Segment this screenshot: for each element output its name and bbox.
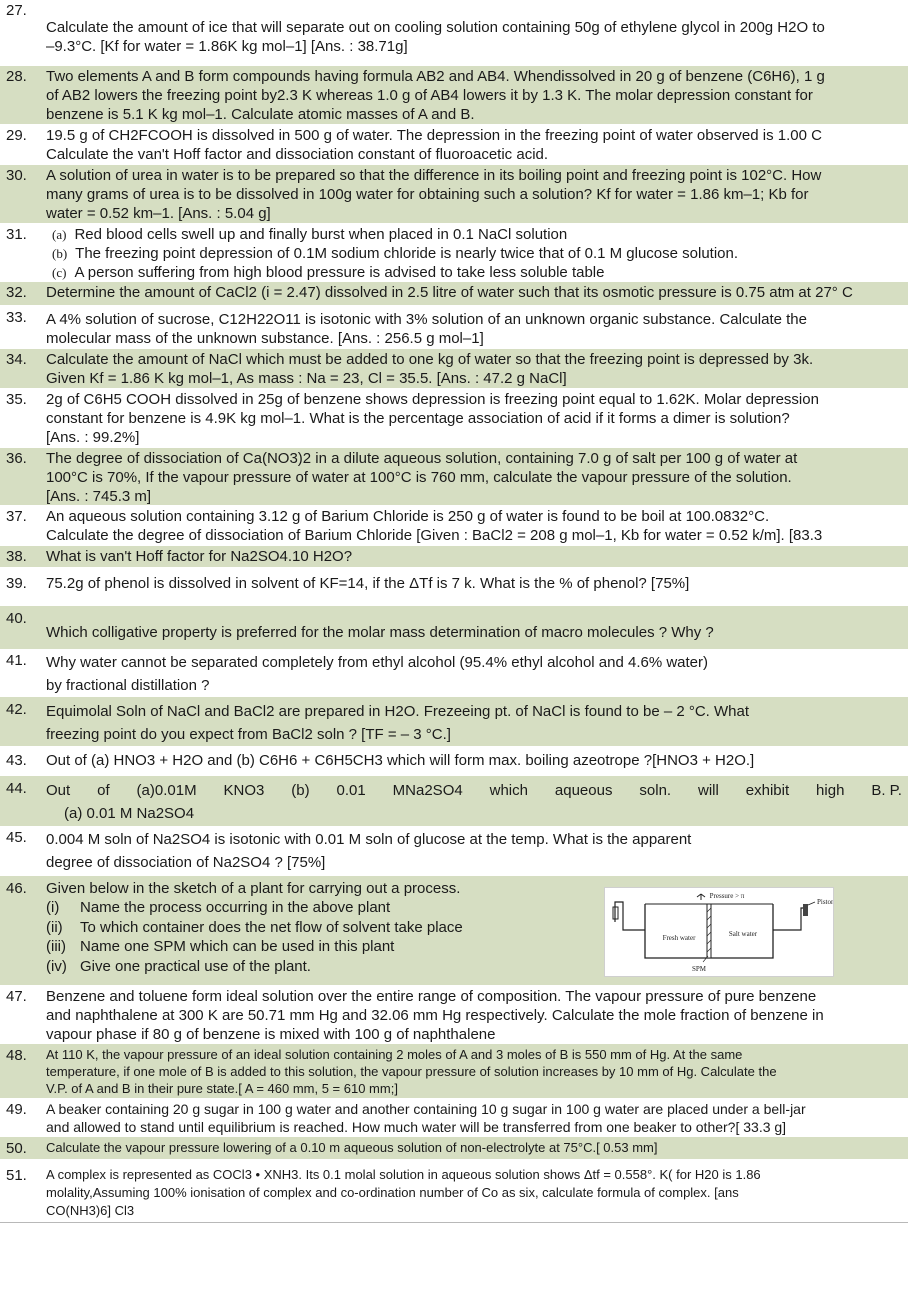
question-number: 43. bbox=[6, 752, 27, 769]
text-line: Two elements A and B form compounds having formula AB2 and AB4. Whendissolved in 20 g of benzene (C6H6), 1 g bbox=[46, 68, 825, 85]
fresh-water-label: Fresh water bbox=[662, 934, 696, 942]
spm-label: SPM bbox=[691, 965, 707, 973]
question-43 bbox=[0, 747, 908, 776]
question-number: 45. bbox=[6, 829, 27, 846]
text-line: What is van't Hoff factor for Na2SO4.10 H2O? bbox=[46, 548, 353, 565]
text-line: 75.2g of phenol is dissolved in solvent of KF=14, if the ΔTf is 7 k. What is the % of phenol? [75%] bbox=[46, 575, 690, 592]
question-number: 37. bbox=[6, 508, 27, 525]
text-line: Why water cannot be separated completely from ethyl alcohol (95.4% ethyl alcohol and 4.6% water) bbox=[46, 654, 709, 671]
text-line: Out of (a) HNO3 + H2O and (b) C6H6 + C6H5CH3 which will form max. boiling azeotrope ?[HNO3 + H2O.] bbox=[46, 752, 755, 769]
question-33 bbox=[0, 307, 908, 349]
question-32 bbox=[0, 282, 908, 306]
question-number: 49. bbox=[6, 1101, 27, 1118]
question-45 bbox=[0, 827, 908, 876]
text-line: 19.5 g of CH2FCOOH is dissolved in 500 g of water. The depression in the freezing point of water observed is 1.00 C bbox=[46, 127, 822, 144]
question-27 bbox=[0, 0, 908, 65]
text-line: molecular mass of the unknown substance. [Ans. : 256.5 g mol–1] bbox=[46, 330, 484, 347]
text-line: degree of dissociation of Na2SO4 ? [75%] bbox=[46, 854, 326, 871]
question-text bbox=[46, 283, 853, 302]
question-text bbox=[46, 350, 813, 388]
question-51 bbox=[0, 1160, 908, 1222]
sub-question: (iv) Give one practical use of the plant. bbox=[46, 957, 311, 975]
sub-question: (iii) Name one SPM which can be used in this plant bbox=[46, 938, 395, 956]
text-line: molality,Assuming 100% ionisation of complex and co-ordination number of Co as six, calculate formula of complex. [ans bbox=[46, 1185, 739, 1200]
question-number: 39. bbox=[6, 575, 27, 592]
question-number: 28. bbox=[6, 68, 27, 85]
question-text bbox=[46, 751, 754, 770]
spm-pointer bbox=[703, 956, 708, 962]
question-30 bbox=[0, 165, 908, 224]
text-line: freezing point do you expect from BaCl2 soln ? [TF = – 3 °C.] bbox=[46, 726, 451, 743]
text-line: of AB2 lowers the freezing point by2.3 K whereas 1.0 g of AB4 lowers it by 1.3 K. The molar depression constant for bbox=[46, 87, 813, 104]
text-line: Calculate the vapour pressure lowering of a 0.10 m aqueous solution of non-electrolyte at 75°C.[ 0.53 mm] bbox=[46, 1140, 658, 1155]
text-line: Given Kf = 1.86 K kg mol–1, As mass : Na = 23, Cl = 35.5. [Ans. : 47.2 g NaCl] bbox=[46, 370, 567, 387]
question-number: 33. bbox=[6, 309, 27, 326]
question-text bbox=[46, 651, 708, 697]
text-line: Benzene and toluene form ideal solution over the entire range of composition. The vapour pressure of pure benzene bbox=[46, 988, 817, 1005]
question-number: 42. bbox=[6, 701, 27, 718]
question-number: 48. bbox=[6, 1047, 27, 1064]
question-34 bbox=[0, 349, 908, 389]
question-text bbox=[46, 987, 824, 1044]
question-number: 35. bbox=[6, 391, 27, 408]
text-line: Calculate the degree of dissociation of Barium Chloride [Given : BaCl2 = 208 g mol–1, Kb for water = 0.52 k/m]. [83.3 bbox=[46, 527, 823, 544]
question-text bbox=[46, 126, 822, 164]
text-line: and allowed to stand until equilibrium is reached. How much water will be transferred from one beaker to other?[ 33.3 g] bbox=[46, 1119, 787, 1135]
question-text bbox=[46, 879, 463, 976]
diagram-line bbox=[701, 894, 705, 897]
question-31 bbox=[0, 224, 908, 282]
question-50 bbox=[0, 1137, 908, 1160]
question-text bbox=[46, 449, 797, 506]
question-text bbox=[46, 1166, 761, 1220]
question-39 bbox=[0, 568, 908, 606]
question-41 bbox=[0, 650, 908, 697]
question-text bbox=[46, 700, 749, 746]
question-text bbox=[46, 623, 714, 642]
pressure-label: Pressure > π bbox=[709, 892, 745, 900]
question-number: 36. bbox=[6, 450, 27, 467]
text-line: 0.004 M soln of Na2SO4 is isotonic with 0.01 M soln of glucose at the temp. What is the apparent bbox=[46, 831, 692, 848]
text-line: A solution of urea in water is to be prepared so that the difference in its boiling point and freezing point is 102°C. How bbox=[46, 167, 822, 184]
sub-question: (a) Red blood cells swell up and finally burst when placed in 0.1 NaCl solution bbox=[52, 226, 568, 243]
sub-question-list bbox=[52, 225, 738, 282]
text-line: 100°C is 70%, If the vapour pressure of water at 100°C is 760 mm, calculate the vapour pressure of the solution. bbox=[46, 469, 792, 486]
text-line: temperature, if one mole of B is added to this solution, the vapour pressure of solution increases by 10 mm of Hg. Calculate the bbox=[46, 1064, 777, 1079]
diagram-line bbox=[697, 894, 701, 897]
question-text bbox=[46, 1046, 777, 1097]
piston-label: Piston bbox=[817, 898, 833, 906]
justified-line: Out of (a)0.01M KNO3 (b) 0.01 MNa2SO4 which aqueous soln. will exhibit high B. P. bbox=[46, 782, 902, 799]
piston-shape bbox=[803, 904, 808, 916]
question-text bbox=[46, 67, 825, 124]
text-line: and naphthalene at 300 K are 50.71 mm Hg and 32.06 mm Hg respectively. Calculate the mole fraction of benzene in bbox=[46, 1007, 824, 1024]
question-number: 30. bbox=[6, 167, 27, 184]
question-47 bbox=[0, 986, 908, 1044]
text-line: benzene is 5.1 K kg mol–1. Calculate atomic masses of A and B. bbox=[46, 106, 475, 123]
text-line: water = 0.52 km–1. [Ans. : 5.04 g] bbox=[46, 205, 271, 222]
text-line: Which colligative property is preferred for the molar mass determination of macro molecules ? Why ? bbox=[46, 624, 714, 641]
text-line: by fractional distillation ? bbox=[46, 677, 210, 694]
question-number: 41. bbox=[6, 652, 27, 669]
question-text bbox=[46, 390, 819, 447]
question-number: 50. bbox=[6, 1140, 27, 1157]
question-49 bbox=[0, 1099, 908, 1137]
text-line: V.P. of A and B in their pure state.[ A = 460 mm, 5 = 610 mm;] bbox=[46, 1081, 398, 1096]
question-number: 44. bbox=[6, 780, 27, 797]
question-text bbox=[46, 18, 825, 56]
text-line: constant for benzene is 4.9K kg mol–1. What is the percentage association of acid if it forms a dimer is solution? bbox=[46, 410, 790, 427]
question-35 bbox=[0, 389, 908, 448]
question-37 bbox=[0, 506, 908, 546]
text-line: At 110 K, the vapour pressure of an ideal solution containing 2 moles of A and 3 moles of B is 550 mm of Hg. At the same bbox=[46, 1047, 743, 1062]
sub-question: (c) A person suffering from high blood pressure is advised to take less soluble table bbox=[52, 264, 605, 281]
question-number: 31. bbox=[6, 226, 27, 243]
question-text bbox=[46, 574, 689, 593]
salt-water-label: Salt water bbox=[728, 930, 758, 938]
question-number: 29. bbox=[6, 127, 27, 144]
left-pipe bbox=[615, 902, 645, 930]
diagram-svg bbox=[605, 888, 833, 976]
text-line: 2g of C6H5 COOH dissolved in 25g of benzene shows depression is freezing point equal to 1.62K. Molar depression bbox=[46, 391, 819, 408]
question-28 bbox=[0, 66, 908, 125]
text-line: –9.3°C. [Kf for water = 1.86K kg mol–1] [Ans. : 38.71g] bbox=[46, 38, 408, 55]
question-number: 34. bbox=[6, 351, 27, 368]
question-text bbox=[46, 547, 352, 566]
question-number: 51. bbox=[6, 1167, 27, 1184]
question-text bbox=[46, 166, 821, 223]
text-line: Calculate the amount of NaCl which must be added to one kg of water so that the freezing point is depressed by 3k. bbox=[46, 351, 814, 368]
text-line: Equimolal Soln of NaCl and BaCl2 are prepared in H2O. Frezeeing pt. of NaCl is found to be – 2 °C. What bbox=[46, 703, 750, 720]
question-text bbox=[46, 310, 807, 348]
text-line: CO(NH3)6] Cl3 bbox=[46, 1203, 135, 1218]
question-42 bbox=[0, 697, 908, 747]
sub-question: (b) The freezing point depression of 0.1M sodium chloride is nearly twice that of 0.1 M glucose solution. bbox=[52, 245, 739, 262]
piston-pointer bbox=[808, 902, 815, 905]
question-number: 32. bbox=[6, 284, 27, 301]
text-line: vapour phase if 80 g of benzene is mixed with 100 g of naphthalene bbox=[46, 1026, 496, 1043]
text-line: An aqueous solution containing 3.12 g of Barium Chloride is 250 g of water is found to be boil at 100.0832°C. bbox=[46, 508, 770, 525]
text-line: A complex is represented as COCl3 • XNH3. Its 0.1 molal solution in aqueous solution shows Δtf = 0.558°. K( for H20 is 1.86 bbox=[46, 1167, 761, 1182]
question-29 bbox=[0, 125, 908, 165]
text-line: A beaker containing 20 g sugar in 100 g water and another containing 10 g sugar in 100 g water are placed under a bell-jar bbox=[46, 1101, 806, 1117]
answer-line: (a) 0.01 M Na2SO4 bbox=[64, 805, 195, 822]
text-line: [Ans. : 745.3 m] bbox=[46, 488, 152, 505]
question-text bbox=[46, 828, 691, 874]
sub-question: (ii) To which container does the net flow of solvent take place bbox=[46, 918, 463, 936]
question-48 bbox=[0, 1044, 908, 1099]
sub-question: (i) Name the process occurring in the above plant bbox=[46, 899, 391, 917]
question-38 bbox=[0, 546, 908, 568]
text-line: Calculate the amount of ice that will separate out on cooling solution containing 50g of ethylene glycol in 200g H2O to bbox=[46, 19, 825, 36]
text-line: A 4% solution of sucrose, C12H22O11 is isotonic with 3% solution of an unknown organic substance. Calculate the bbox=[46, 311, 807, 328]
question-44 bbox=[0, 776, 908, 827]
question-40 bbox=[0, 606, 908, 650]
question-number: 38. bbox=[6, 548, 27, 565]
text-line: Given below in the sketch of a plant for carrying out a process. bbox=[46, 880, 461, 897]
text-line: Calculate the van't Hoff factor and dissociation constant of fluoroacetic acid. bbox=[46, 146, 549, 163]
question-36 bbox=[0, 448, 908, 506]
question-text bbox=[46, 779, 902, 825]
text-line: [Ans. : 99.2%] bbox=[46, 429, 140, 446]
right-pipe bbox=[773, 908, 805, 930]
question-text bbox=[46, 507, 822, 545]
question-number: 46. bbox=[6, 880, 27, 897]
question-number: 47. bbox=[6, 988, 27, 1005]
question-text bbox=[46, 1100, 806, 1136]
text-line: many grams of urea is to be dissolved in 100g water for obtaining such a solution? Kf for water = 1.86 km–1; Kb for bbox=[46, 186, 809, 203]
question-text bbox=[46, 1139, 657, 1156]
reverse-osmosis-diagram bbox=[604, 887, 834, 977]
text-line: The degree of dissociation of Ca(NO3)2 in a dilute aqueous solution, containing 7.0 g of salt per 100 g of water at bbox=[46, 450, 798, 467]
question-number: 40. bbox=[6, 610, 27, 627]
question-number: 27. bbox=[6, 2, 27, 19]
text-line: Determine the amount of CaCl2 (i = 2.47) dissolved in 2.5 litre of water such that its osmotic pressure is 0.75 atm at 27° C bbox=[46, 284, 853, 301]
